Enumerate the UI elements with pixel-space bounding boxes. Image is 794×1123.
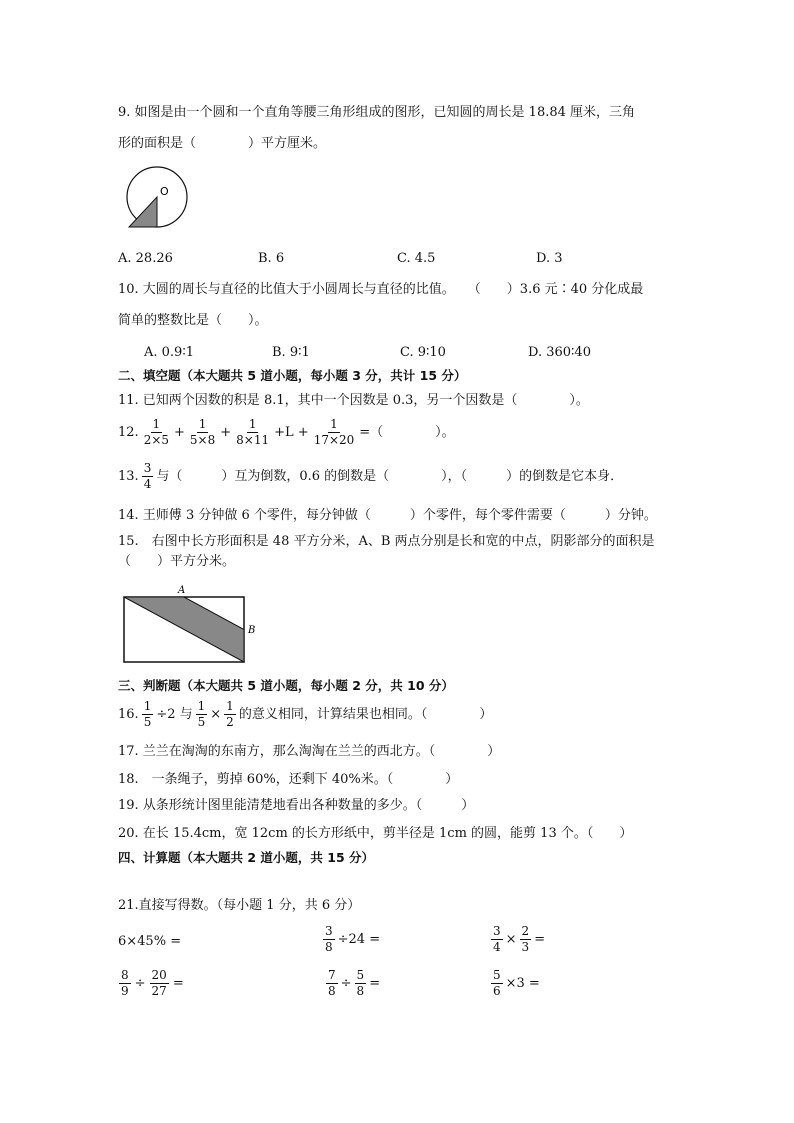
circle-triangle-figure — [126, 166, 190, 230]
center-label-o: O — [160, 185, 169, 198]
q16-fraction-b: $\frac{1}{5}$ — [197, 699, 206, 729]
q11: 11. 已知两个因数的积是 8.1，其中一个因数是 0.3，另一个因数是（ ）。 — [118, 393, 589, 408]
q9-line2: 形的面积是（ ）平方厘米。 — [118, 136, 327, 151]
q12-ellipsis: +L + — [274, 424, 309, 440]
q9-option-b[interactable]: B. 6 — [258, 251, 285, 266]
q12-fraction-3: $\frac{1}{8\times 11}$ — [236, 417, 270, 447]
q17: 17. 兰兰在淘淘的东南方，那么淘淘在兰兰的西北方。（ ） — [118, 744, 501, 759]
q13-prefix: 13. — [118, 468, 139, 484]
q16-fraction-c: $\frac{1}{2}$ — [226, 699, 234, 729]
q9-option-c[interactable]: C. 4.5 — [397, 251, 436, 266]
q14: 14. 王师傅 3 分钟做 6 个零件，每分钟做（ ）个零件，每个零件需要（ ）分钟。 — [118, 508, 657, 523]
q12: 12. $\frac{1}{2\times 5}$ + $\frac{1}{5\times 8}$ + $\frac{1}{8\times 11}$ +L + $\frac{1}{17\times 20}$ =（ ）。 — [118, 417, 455, 447]
q21-expression-4: $\frac{8}{9}$ ÷ $\frac{20}{27}$ = — [121, 968, 184, 998]
q18: 18. 一条绳子，剪掉 60%，还剩下 40%米。（ ） — [118, 772, 459, 787]
q16-times: × — [210, 706, 222, 722]
point-label-a: A — [178, 585, 186, 596]
q15-line2: （ ）平方分米。 — [118, 554, 236, 569]
q13 — [118, 462, 623, 490]
q13-fraction: $\frac{3}{4}$ — [143, 461, 152, 491]
rectangle-shaded-figure — [122, 582, 262, 664]
q16-prefix: 16. — [118, 706, 139, 722]
q12-fraction-4: $\frac{1}{17\times 20}$ — [313, 417, 355, 447]
q21-expression-1: 6×45% = — [118, 934, 182, 949]
q10-option-c[interactable]: C. 9∶10 — [400, 345, 446, 360]
q21-expression-6: $\frac{5}{6}$ ×3 = — [493, 968, 540, 998]
q12-fraction-1: $\frac{1}{2\times 5}$ — [143, 417, 170, 447]
q21-expression-3: $\frac{3}{4}$ × $\frac{2}{3}$ = — [493, 924, 546, 954]
point-label-b: B — [248, 625, 256, 636]
q12-prefix: 12. — [118, 424, 139, 440]
q21-title: 21.直接写得数。（每小题 1 分，共 6 分） — [118, 898, 361, 913]
q9-option-d[interactable]: D. 3 — [536, 251, 563, 266]
q13-text: 与（ ）互为倒数，0.6 的倒数是（ ），（ ）的倒数是它本身． — [156, 468, 624, 484]
q16-div: ÷2 与 — [156, 706, 193, 722]
section-calculation-title: 四、计算题（本大题共 2 道小题，共 15 分） — [118, 850, 375, 865]
q16-fraction-a: $\frac{1}{5}$ — [143, 699, 152, 729]
q10-line2: 简单的整数比是（ ）。 — [118, 313, 268, 328]
q12-fraction-2: $\frac{1}{5\times 8}$ — [189, 417, 216, 447]
q9-option-a[interactable]: A. 28.26 — [118, 251, 173, 266]
q16 — [118, 700, 492, 728]
q20: 20. 在长 15.4cm，宽 12cm 的长方形纸中，剪半径是 1cm 的圆，能剪 13 个。（ ） — [118, 826, 633, 841]
section-fill-in-title: 二、填空题（本大题共 5 道小题，每小题 3 分，共计 15 分） — [118, 368, 467, 383]
q15-line1: 15. 右图中长方形面积是 48 平方分米，A、B 两点分别是长和宽的中点，阴影部分的面积是 — [118, 534, 655, 549]
q16-text: 的意义相同，计算结果也相同。（ ） — [238, 706, 493, 722]
q10-line1: 10. 大圆的周长与直径的比值大于小圆周长与直径的比值。 （ ）3.6 元∶40 分化成最 — [118, 282, 644, 297]
q12-suffix: =（ ）。 — [359, 424, 455, 440]
q9-line1: 9. 如图是由一个圆和一个直角等腰三角形组成的图形，已知圆的周长是 18.84 厘米，三角 — [118, 105, 636, 120]
section-judgment-title: 三、判断题（本大题共 5 道小题，每小题 2 分，共 10 分） — [118, 678, 454, 693]
q19: 19. 从条形统计图里能清楚地看出各种数量的多少。（ ） — [118, 798, 475, 813]
q10-option-a[interactable]: A. 0.9∶1 — [144, 345, 194, 360]
q10-option-d[interactable]: D. 360∶40 — [528, 345, 591, 360]
q21-expression-2: $\frac{3}{8}$ ÷24 = — [325, 924, 381, 954]
q10-option-b[interactable]: B. 9∶1 — [272, 345, 310, 360]
q21-expression-5: $\frac{7}{8}$ ÷ $\frac{5}{8}$ = — [328, 968, 381, 998]
